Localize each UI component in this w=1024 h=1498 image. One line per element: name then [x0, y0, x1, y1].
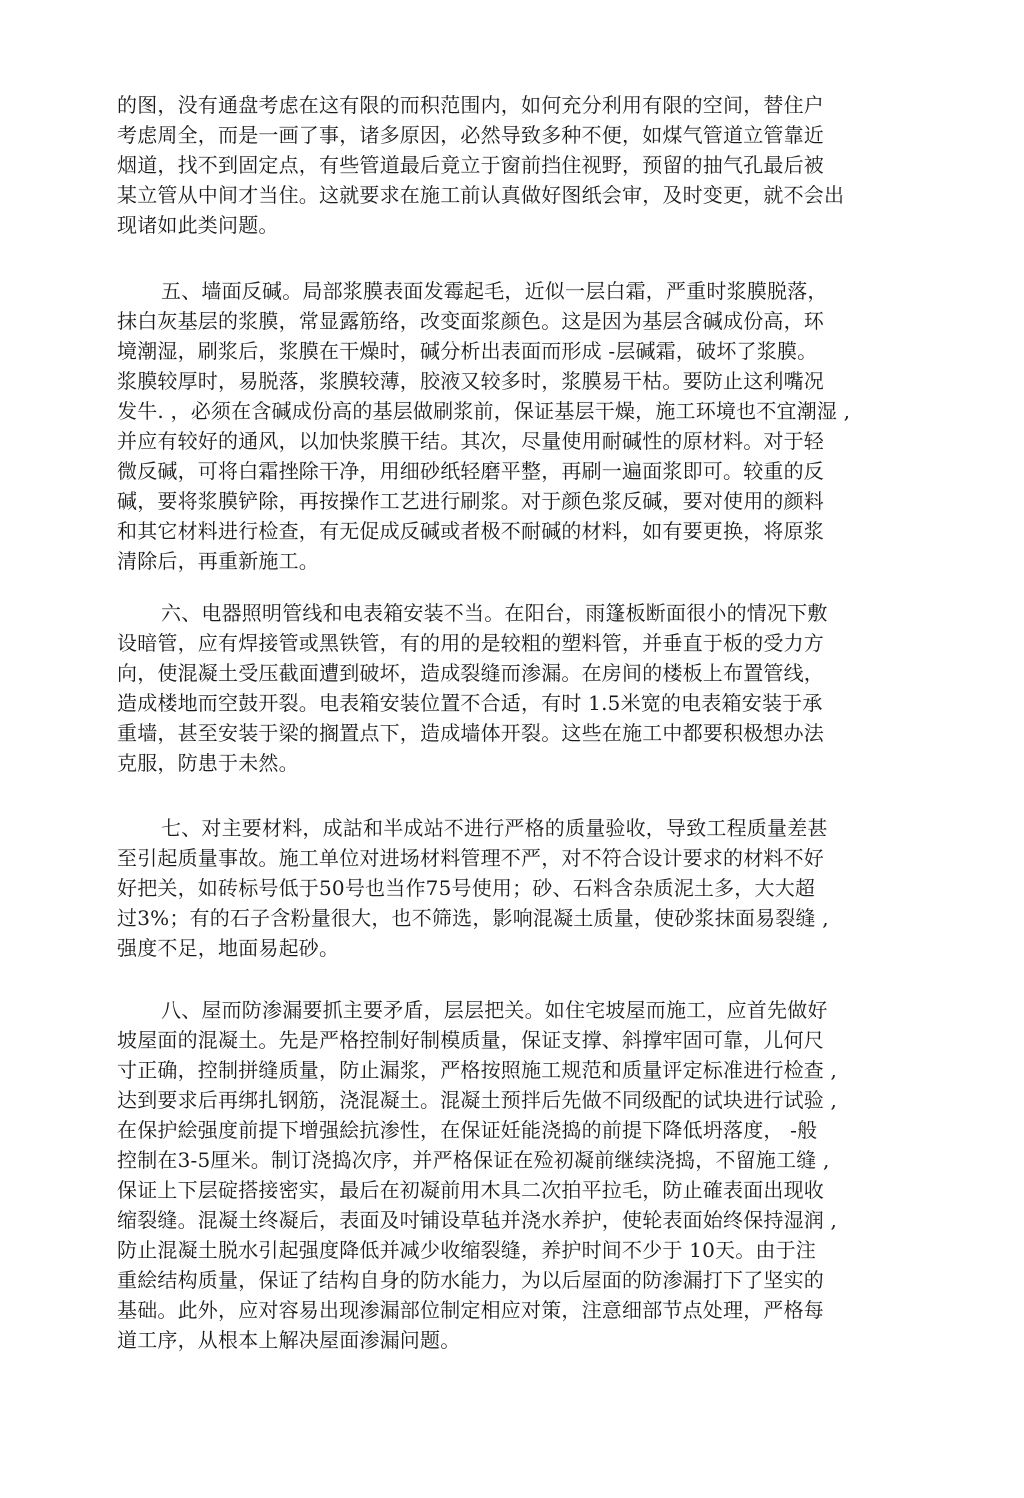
text-line: 控制在3-5厘米。制订浇捣次序，并严格保证在殓初凝前继续浇捣，不留施工缝 ,	[117, 1148, 830, 1172]
text-line: 现诸如此类问题。	[117, 213, 279, 237]
text-line: 强度不足，地面易起砂。	[117, 936, 340, 960]
paragraph-material-inspection	[117, 813, 877, 963]
text-line: 浆膜较厚时，易脱落，浆膜较薄，胶液又较多时，浆膜易干枯。要防止这利嘴况	[117, 369, 824, 393]
text-line: 基础。此外，应对容易出现渗漏部位制定相应对策，注意细部节点处理，严格每	[117, 1298, 824, 1322]
text-line: 烟道，找不到固定点，有些管道最后竟立于窗前挡住视野，预留的抽气孔最后被	[117, 153, 824, 177]
text-line: 设暗管，应有焊接管或黑铁管，有的用的是较粗的塑料管，并垂直于板的受力方	[117, 631, 824, 655]
text-line: 坡屋面的混凝土。先是严格控制好制模质量，保证支撑、斜撑牢固可靠，儿何尺	[117, 1028, 824, 1052]
text-line: 重墙，甚至安装于梁的搁置点下，造成墙体开裂。这些在施工中都要积极想办法	[117, 721, 824, 745]
text-line: 重絵结构质量，保证了结构自身的防水能力，为以后屋面的防渗漏打下了坚实的	[117, 1268, 824, 1292]
text-line: 造成楼地而空鼓开裂。电表箱安装位置不合适，有时 1.5米宽的电表箱安装于承	[117, 691, 823, 715]
text-line: 六、电器照明管线和电表箱安装不当。在阳台，雨篷板断面很小的情况下敷	[161, 601, 828, 625]
text-line: 保证上下层碇搭接密实，最后在初凝前用木具二次拍平拉毛，防止確表面出现收	[117, 1178, 824, 1202]
text-line: 某立管从中间才当住。这就要求在施工前认真做好图纸会审，及时变更，就不会出	[117, 183, 845, 207]
text-line: 八、屋而防渗漏要抓主要矛盾，层层把关。如住宅坡屋而施工，应首先做好	[161, 998, 828, 1022]
text-line: 好把关，如砖标号低于50号也当作75号使用；砂、石料含杂质泥土多，大大超	[117, 876, 816, 900]
text-line: 清除后，再重新施工。	[117, 549, 319, 573]
text-line: 抹白灰基层的浆膜，常显露筋络，改变面浆颜色。这是因为基层含碱成份高，环	[117, 309, 824, 333]
text-line: 道工序，从根本上解决屋面渗漏问题。	[117, 1328, 461, 1352]
paragraph-electrical-conduit	[117, 598, 877, 778]
text-line: 发牛. ，必须在含碱成份高的基层做刷浆前，保证基层干燥，施工环境也不宜潮湿 ,	[117, 399, 851, 423]
text-line: 达到要求后再绑扎钢筋，浇混凝土。混凝土预拌后先做不同级配的试块进行试验 ,	[117, 1088, 838, 1112]
text-line: 防止混凝土脱水引起强度降低并减少收缩裂缝，养护时间不少于 10天。由于注	[117, 1238, 817, 1262]
text-line: 五、墙面反碱。局部浆膜表面发霉起毛，近似一层白霜，严重时浆膜脱落，	[161, 279, 828, 303]
text-line: 考虑周全，而是一画了事，诸多原因，必然导致多种不便，如煤气管道立管靠近	[117, 123, 824, 147]
text-line: 七、对主要材料，成詁和半成站不进行严格的质量验收，导致工程质量差甚	[161, 816, 828, 840]
paragraph-roof-waterproofing	[117, 995, 877, 1355]
paragraph-continued	[117, 90, 877, 240]
text-line: 碱，要将浆膜铲除，再按操作工艺进行刷浆。对于颜色浆反碱，要对使用的颜料	[117, 489, 824, 513]
text-line: 境潮湿，刷浆后，浆膜在干燥时，碱分析出表面而形成 -层碱霜，破坏了浆膜。	[117, 339, 818, 363]
text-line: 至引起质量事故。施工单位对进场材料管理不严，对不符合设计要求的材料不好	[117, 846, 824, 870]
text-line: 克服，防患于未然。	[117, 751, 299, 775]
text-line: 和其它材料进行检查，有无促成反碱或者极不耐碱的材料，如有要更换，将原浆	[117, 519, 824, 543]
text-line: 过3%；有的石子含粉量很大，也不筛选，影响混凝土质量，使砂浆抹面易裂缝 ,	[117, 906, 829, 930]
text-line: 并应有较好的通风，以加快浆膜干结。其次，尽量使用耐碱性的原材料。对于轻	[117, 429, 824, 453]
text-line: 缩裂缝。混凝土终凝后，表面及吋铺设草毡并浇水养护，使轮表面始终保持湿润 ,	[117, 1208, 838, 1232]
text-line: 在保护絵强度前提下增强絵抗渗性，在保证妊能浇捣的前提下降低坍落度， -般	[117, 1118, 818, 1142]
text-line: 的图，没有通盘考虑在这有限的而积范围内，如何充分利用有限的空间，替住户	[117, 93, 824, 117]
text-line: 向，使混凝土受压截面遭到破坏，造成裂缝而渗漏。在房间的楼板上布置管线，	[117, 661, 824, 685]
paragraph-wall-efflorescence	[117, 276, 877, 576]
text-line: 微反碱，可将白霜挫除干净，用细砂纸轻磨平整，再刷一遍面浆即可。较重的反	[117, 459, 824, 483]
text-line: 寸正确，控制拼缝质量，防止漏浆，严格按照施工规范和质量评定标准进行检查 ,	[117, 1058, 838, 1082]
